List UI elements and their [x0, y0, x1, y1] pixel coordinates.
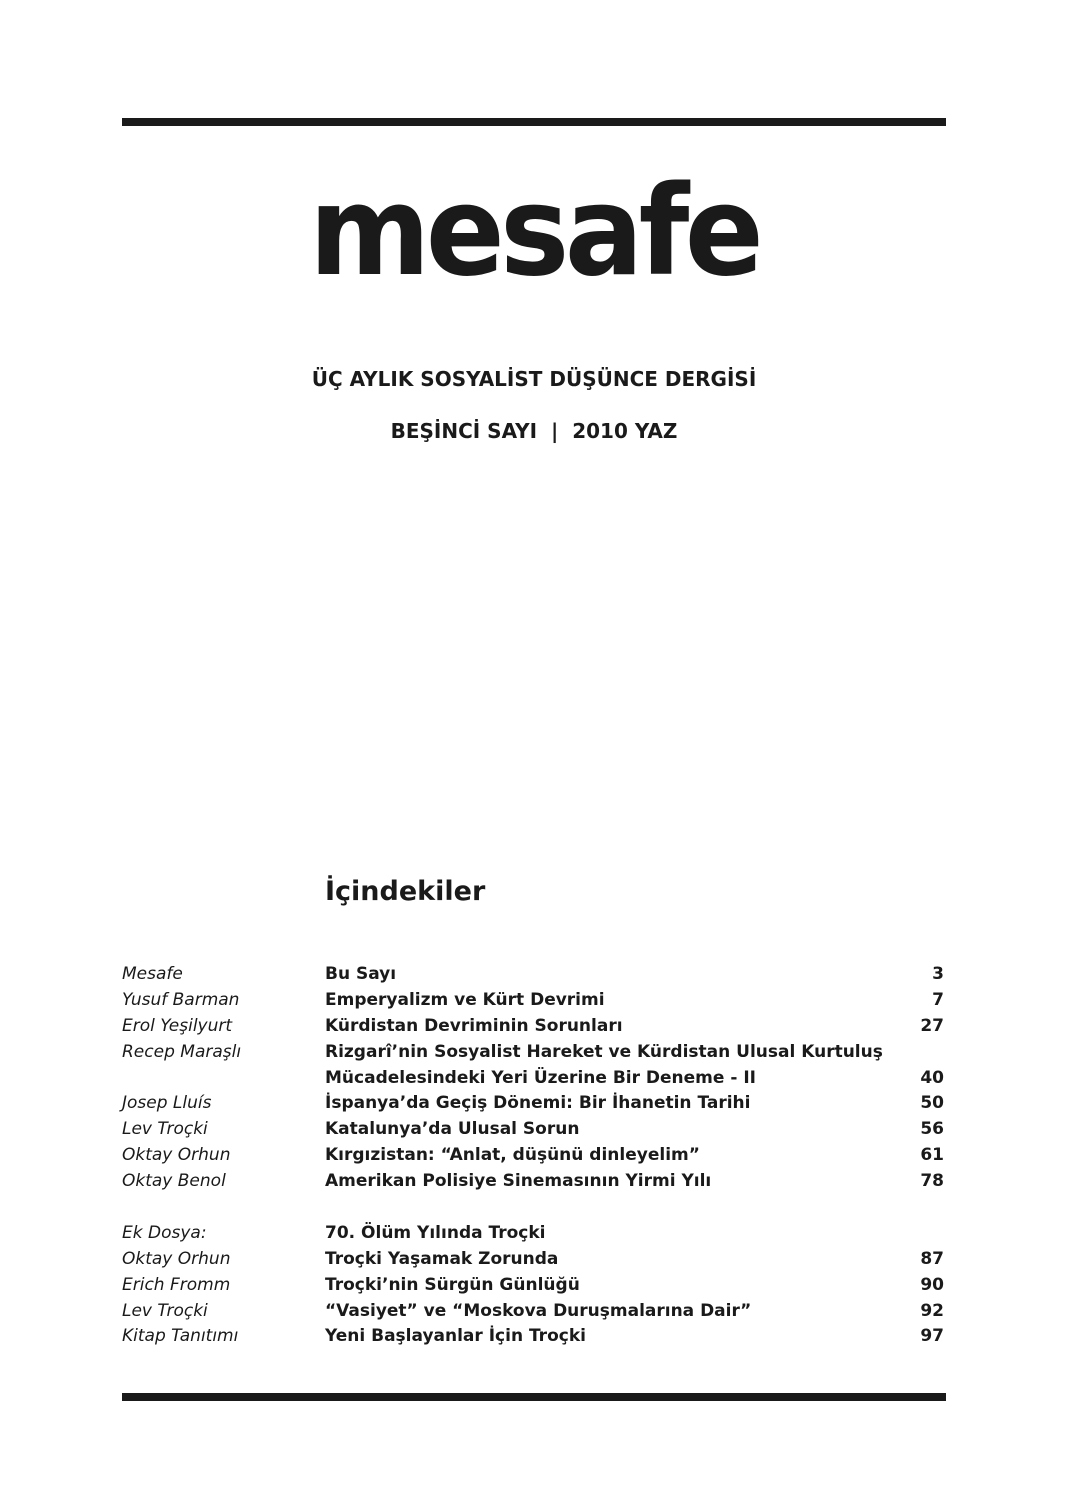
toc-page: 50 [920, 1093, 944, 1114]
toc-title: Bu Sayı [325, 964, 397, 984]
toc-page: 97 [920, 1326, 944, 1347]
toc-title: Troçki’nin Sürgün Günlüğü [325, 1274, 580, 1295]
table-of-contents [122, 962, 944, 1350]
toc-heading: İçindekiler [325, 876, 486, 907]
toc-row [122, 1040, 944, 1066]
toc-page: 7 [932, 989, 944, 1010]
toc-title: Troçki Yaşamak Zorunda [325, 1248, 559, 1269]
toc-page: 56 [920, 1119, 944, 1140]
toc-title: Rizgarî’nin Sosyalist Hareket ve Kürdistan Ulusal Kurtuluş [325, 1041, 883, 1062]
toc-author: Erol Yeşilyurt [122, 1015, 233, 1036]
toc-title: Kürdistan Devriminin Sorunları [325, 1015, 623, 1036]
toc-row [122, 1143, 944, 1169]
toc-page: 3 [932, 964, 944, 984]
toc-author: Lev Troçki [122, 1300, 208, 1321]
toc-title: “Vasiyet” ve “Moskova Duruşmalarına Dair” [325, 1300, 752, 1321]
toc-page: 27 [920, 1015, 944, 1036]
toc-author: Kitap Tanıtımı [122, 1326, 239, 1347]
top-rule [122, 118, 946, 126]
toc-title: Katalunya’da Ulusal Sorun [325, 1119, 580, 1140]
toc-row [122, 1247, 944, 1273]
toc-page: 87 [920, 1248, 944, 1269]
toc-row [122, 1117, 944, 1143]
magazine-logo: mesafe [308, 160, 760, 304]
toc-row [122, 1169, 944, 1195]
toc-title: Amerikan Polisiye Sinemasının Yirmi Yılı [325, 1171, 712, 1192]
toc-title: 70. Ölüm Yılında Troçki [325, 1222, 546, 1243]
toc-row [122, 1014, 944, 1040]
toc-page: 90 [920, 1274, 944, 1295]
toc-row [122, 1273, 944, 1299]
toc-title: Yeni Başlayanlar İçin Troçki [325, 1326, 586, 1347]
toc-row [122, 1066, 944, 1092]
toc-author: Lev Troçki [122, 1119, 208, 1140]
toc-author: Josep Lluís [122, 1093, 212, 1114]
toc-title: İspanya’da Geçiş Dönemi: Bir İhanetin Tarihi [325, 1093, 751, 1114]
magazine-subtitle: ÜÇ AYLIK SOSYALİST DÜŞÜNCE DERGİSİ [311, 367, 757, 391]
issue-line: BEŞİNCİ SAYI | 2010 YAZ [390, 419, 678, 443]
toc-author: Oktay Benol [122, 1171, 226, 1192]
bottom-rule [122, 1393, 946, 1401]
toc-row [122, 962, 944, 988]
toc-title: Mücadelesindeki Yeri Üzerine Bir Deneme - II [325, 1067, 756, 1088]
toc-page: 61 [920, 1145, 944, 1166]
toc-title: Emperyalizm ve Kürt Devrimi [325, 989, 605, 1010]
toc-author: Oktay Orhun [122, 1145, 231, 1166]
toc-author: Erich Fromm [122, 1274, 231, 1295]
toc-row [122, 988, 944, 1014]
toc-author: Mesafe [122, 964, 183, 984]
toc-page: 92 [920, 1300, 944, 1321]
toc-row [122, 1299, 944, 1325]
toc-section-row [122, 1221, 944, 1247]
toc-page: 78 [920, 1171, 944, 1192]
toc-row [122, 1324, 944, 1350]
toc-author: Ek Dosya: [122, 1222, 207, 1243]
toc-author: Yusuf Barman [122, 989, 240, 1010]
toc-title: Kırgızistan: “Anlat, düşünü dinleyelim” [325, 1145, 700, 1166]
toc-page: 40 [920, 1067, 944, 1088]
toc-author: Recep Maraşlı [122, 1041, 242, 1062]
toc-row [122, 1091, 944, 1117]
toc-author: Oktay Orhun [122, 1248, 231, 1269]
